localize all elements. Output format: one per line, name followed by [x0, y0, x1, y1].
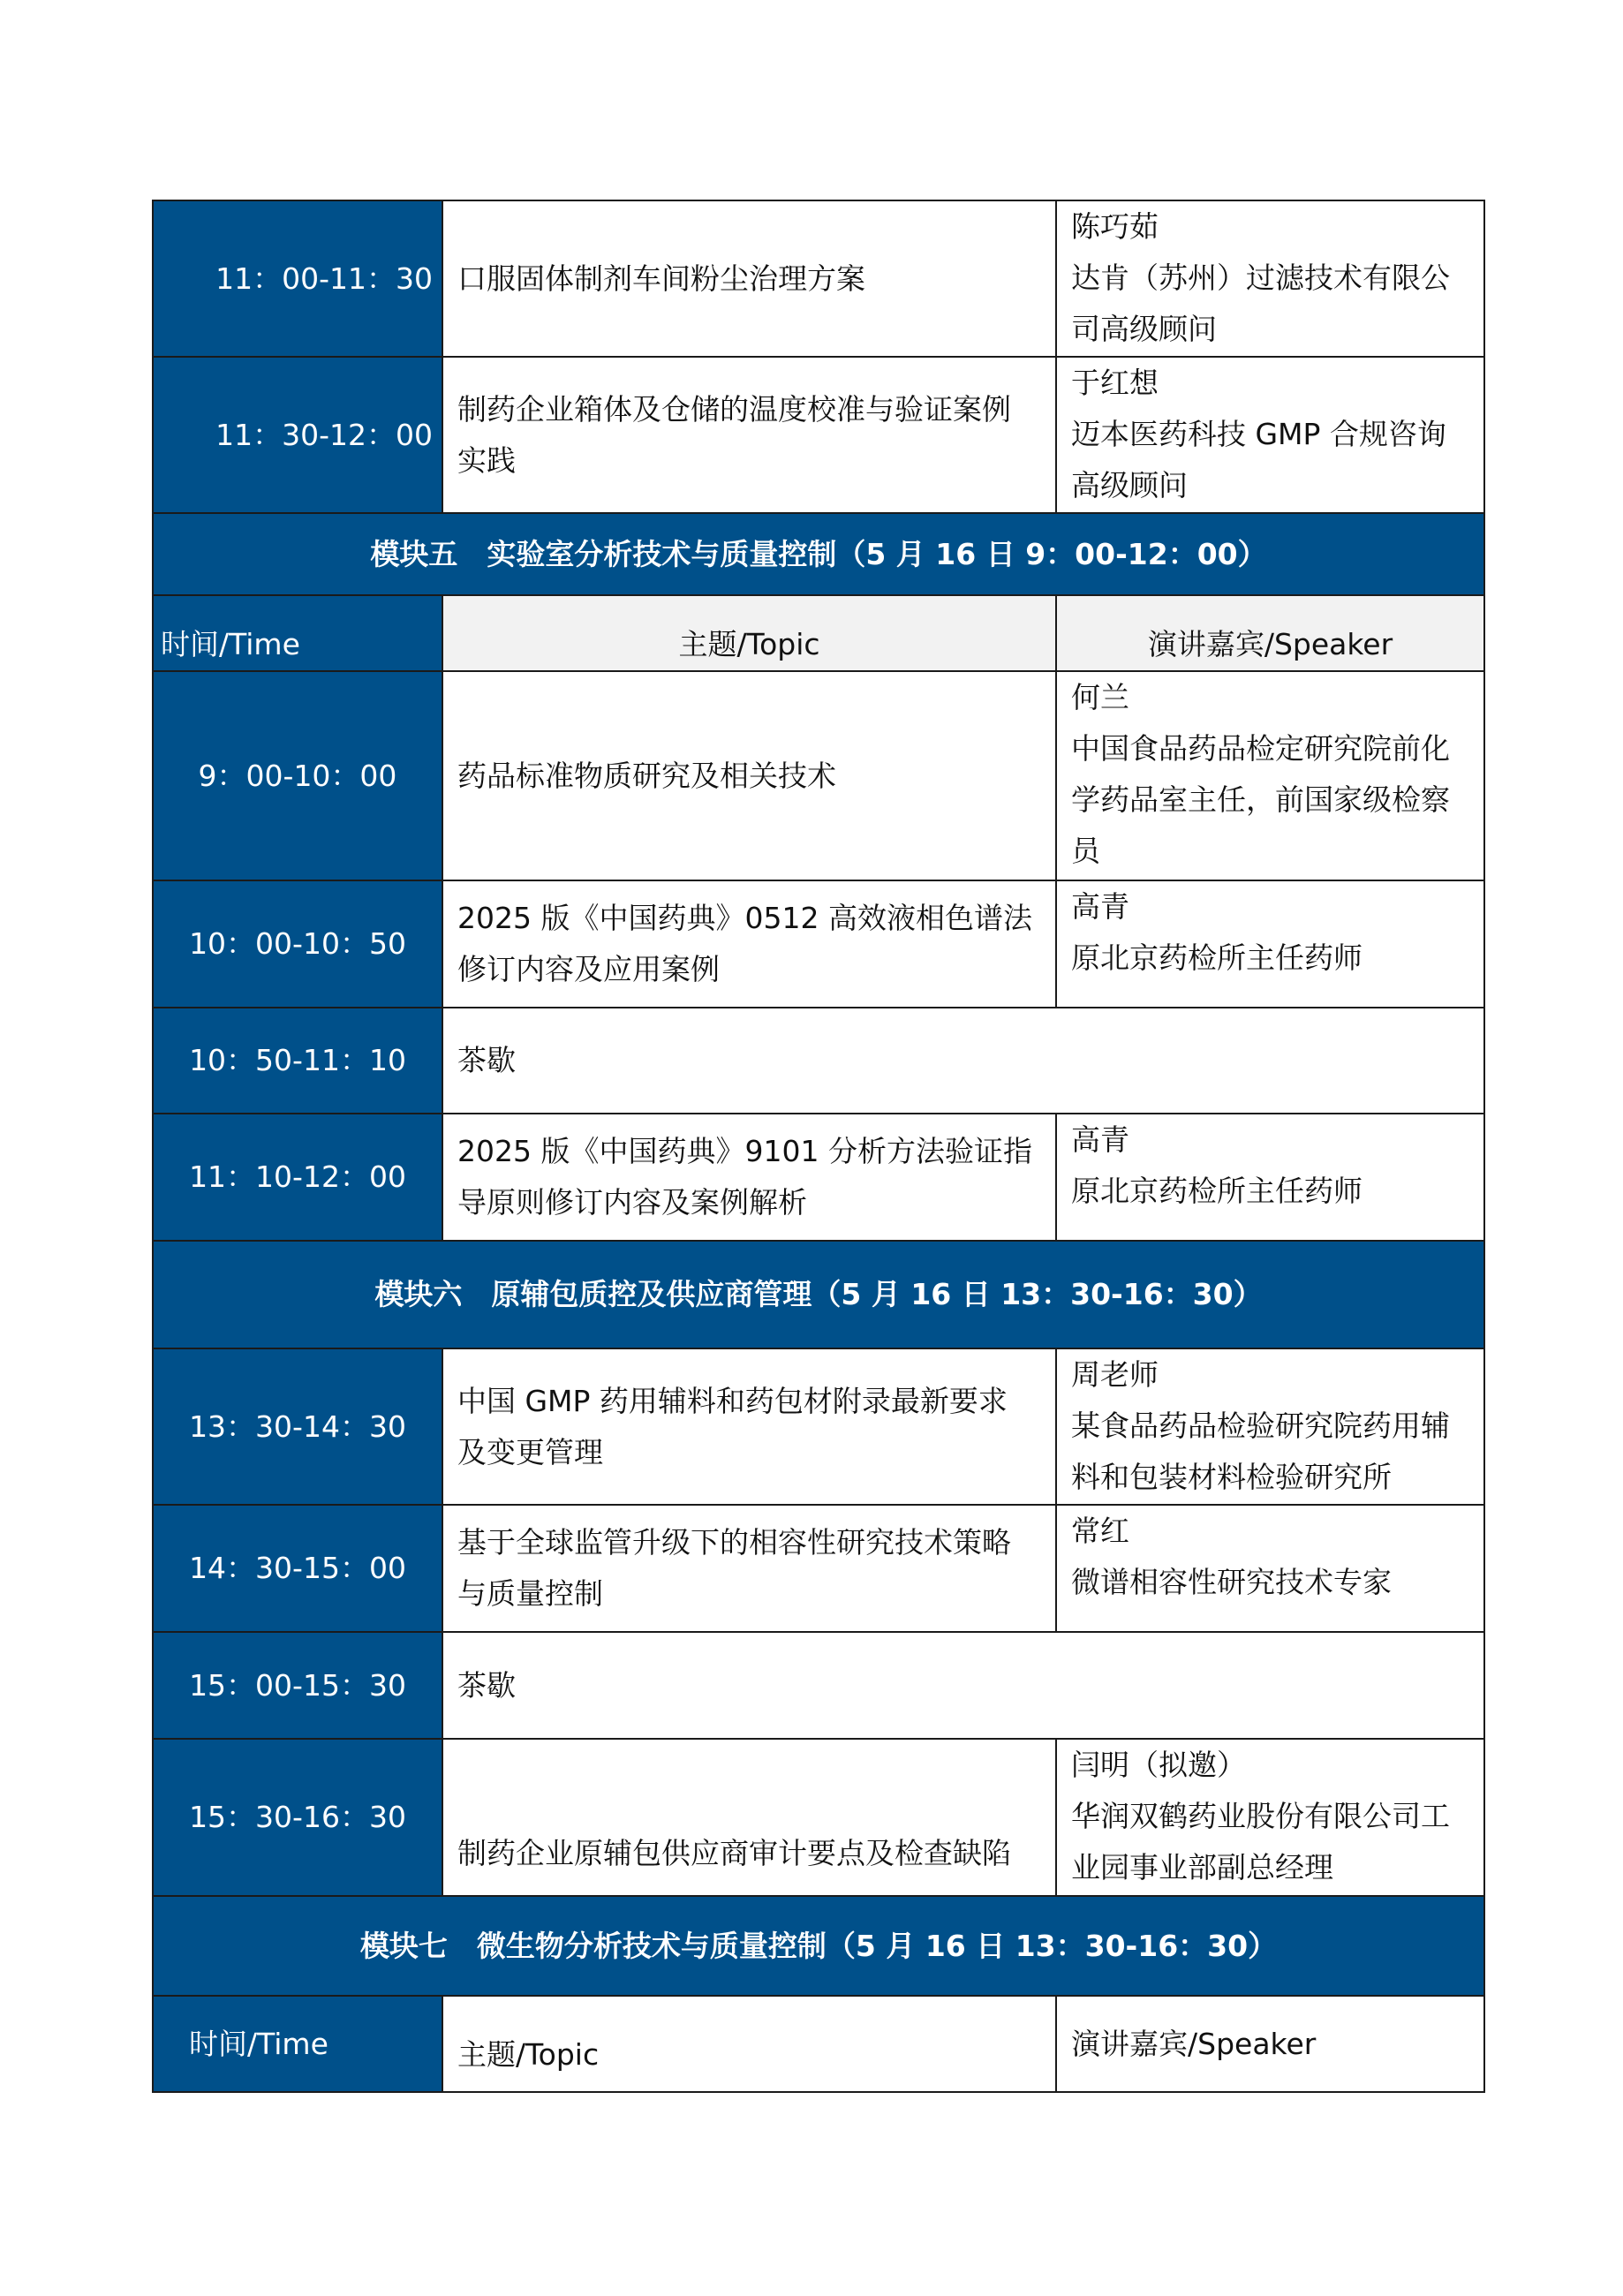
- header-speaker: 演讲嘉宾/Speaker: [1056, 595, 1484, 671]
- topic-cell: [442, 880, 1056, 1008]
- table-row: [153, 1008, 1484, 1114]
- topic-cell: [442, 1114, 1056, 1241]
- topic-text: 口服固体制剂车间粉尘治理方案: [457, 261, 865, 296]
- time-cell: 11：30-12：00: [153, 357, 442, 513]
- module-header-row: [153, 513, 1484, 595]
- table-row: [153, 1114, 1484, 1241]
- column-header-row: [153, 595, 1484, 671]
- speaker-name: 高青: [1071, 889, 1129, 924]
- header-topic: 主题/Topic: [442, 1996, 1056, 2092]
- time-cell: 11：00-11：30: [153, 200, 442, 357]
- topic-text: 实践: [457, 442, 516, 478]
- topic-cell: [442, 357, 1056, 513]
- topic-text: 修订内容及应用案例: [457, 952, 720, 986]
- time-cell: 9：00-10：00: [153, 671, 442, 880]
- module-five-title: 模块五 实验室分析技术与质量控制（5 月 16 日 9：00-12：00）: [153, 513, 1484, 595]
- speaker-name: 何兰: [1071, 680, 1129, 714]
- module-seven-title: 模块七 微生物分析技术与质量控制（5 月 16 日 13：30-16：30）: [153, 1896, 1484, 1996]
- module-six-title: 模块六 原辅包质控及供应商管理（5 月 16 日 13：30-16：30）: [153, 1241, 1484, 1348]
- speaker-name: 高青: [1071, 1122, 1129, 1157]
- topic-text: 药品标准物质研究及相关技术: [457, 758, 836, 793]
- table-row: [153, 357, 1484, 513]
- speaker-title: 原北京药检所主任药师: [1071, 1174, 1363, 1208]
- speaker-name: 常红: [1071, 1514, 1129, 1548]
- table-row: [153, 671, 1484, 880]
- speaker-cell: [1056, 1505, 1484, 1632]
- topic-cell: [442, 1739, 1056, 1896]
- speaker-cell: [1056, 1739, 1484, 1896]
- speaker-title: 业园事业部副总经理: [1071, 1850, 1333, 1884]
- speaker-cell: [1056, 1114, 1484, 1241]
- speaker-cell: [1056, 880, 1484, 1008]
- header-time: 时间/Time: [153, 1996, 442, 2092]
- break-cell: 茶歇: [442, 1008, 1484, 1114]
- speaker-name: 于红想: [1071, 366, 1159, 400]
- speaker-title: 中国食品药品检定研究院前化: [1071, 731, 1450, 766]
- speaker-title: 学药品室主任，前国家级检察: [1071, 782, 1450, 817]
- table-row: [153, 1505, 1484, 1632]
- topic-text: 与质量控制: [457, 1576, 603, 1611]
- header-time: 时间/Time: [153, 595, 442, 671]
- speaker-cell: [1056, 671, 1484, 880]
- speaker-title: 员: [1071, 834, 1100, 868]
- speaker-title: 司高级顾问: [1071, 312, 1217, 346]
- table-row: [153, 1348, 1484, 1505]
- table-row: [153, 1632, 1484, 1739]
- topic-text: 2025 版《中国药典》9101 分析方法验证指: [457, 1134, 1032, 1168]
- speaker-title: 微谱相容性研究技术专家: [1071, 1565, 1392, 1599]
- table-row: [153, 880, 1484, 1008]
- time-cell: 10：00-10：50: [153, 880, 442, 1008]
- topic-text: 导原则修订内容及案例解析: [457, 1185, 807, 1220]
- time-cell: 15：00-15：30: [153, 1632, 442, 1739]
- time-cell: 11：10-12：00: [153, 1114, 442, 1241]
- speaker-title: 高级顾问: [1071, 468, 1188, 502]
- speaker-name: 陈巧茹: [1071, 209, 1159, 244]
- table-row: [153, 200, 1484, 357]
- speaker-title: 某食品药品检验研究院药用辅: [1071, 1409, 1450, 1443]
- column-header-row: [153, 1996, 1484, 2092]
- topic-cell: [442, 1348, 1056, 1505]
- topic-text: 2025 版《中国药典》0512 高效液相色谱法: [457, 901, 1032, 935]
- topic-text: 中国 GMP 药用辅料和药包材附录最新要求: [457, 1383, 1008, 1418]
- speaker-name: 周老师: [1071, 1357, 1159, 1392]
- speaker-title: 华润双鹤药业股份有限公司工: [1071, 1799, 1450, 1833]
- topic-cell: [442, 671, 1056, 880]
- topic-text: 及变更管理: [457, 1434, 603, 1469]
- speaker-cell: [1056, 357, 1484, 513]
- time-cell: 10：50-11：10: [153, 1008, 442, 1114]
- time-cell: 14：30-15：00: [153, 1505, 442, 1632]
- time-cell: 13：30-14：30: [153, 1348, 442, 1505]
- speaker-cell: [1056, 1348, 1484, 1505]
- speaker-title: 达肯（苏州）过滤技术有限公: [1071, 261, 1450, 295]
- topic-text: 基于全球监管升级下的相容性研究技术策略: [457, 1525, 1011, 1560]
- speaker-title: 迈本医药科技 GMP 合规咨询: [1071, 417, 1446, 451]
- table-row: [153, 1739, 1484, 1896]
- topic-cell: [442, 1505, 1056, 1632]
- header-topic: 主题/Topic: [442, 595, 1056, 671]
- topic-cell: [442, 200, 1056, 357]
- time-cell: 15：30-16：30: [153, 1739, 442, 1896]
- break-cell: 茶歇: [442, 1632, 1484, 1739]
- topic-text: 制药企业箱体及仓储的温度校准与验证案例: [457, 391, 1011, 427]
- module-header-row: [153, 1896, 1484, 1996]
- speaker-name: 闫明（拟邀）: [1071, 1748, 1246, 1782]
- speaker-title: 原北京药检所主任药师: [1071, 940, 1363, 975]
- speaker-cell: [1056, 200, 1484, 357]
- module-header-row: [153, 1241, 1484, 1348]
- header-speaker: 演讲嘉宾/Speaker: [1056, 1996, 1484, 2092]
- speaker-title: 料和包装材料检验研究所: [1071, 1460, 1392, 1494]
- topic-text: 制药企业原辅包供应商审计要点及检查缺陷: [457, 1836, 1011, 1870]
- agenda-table: [152, 200, 1485, 2093]
